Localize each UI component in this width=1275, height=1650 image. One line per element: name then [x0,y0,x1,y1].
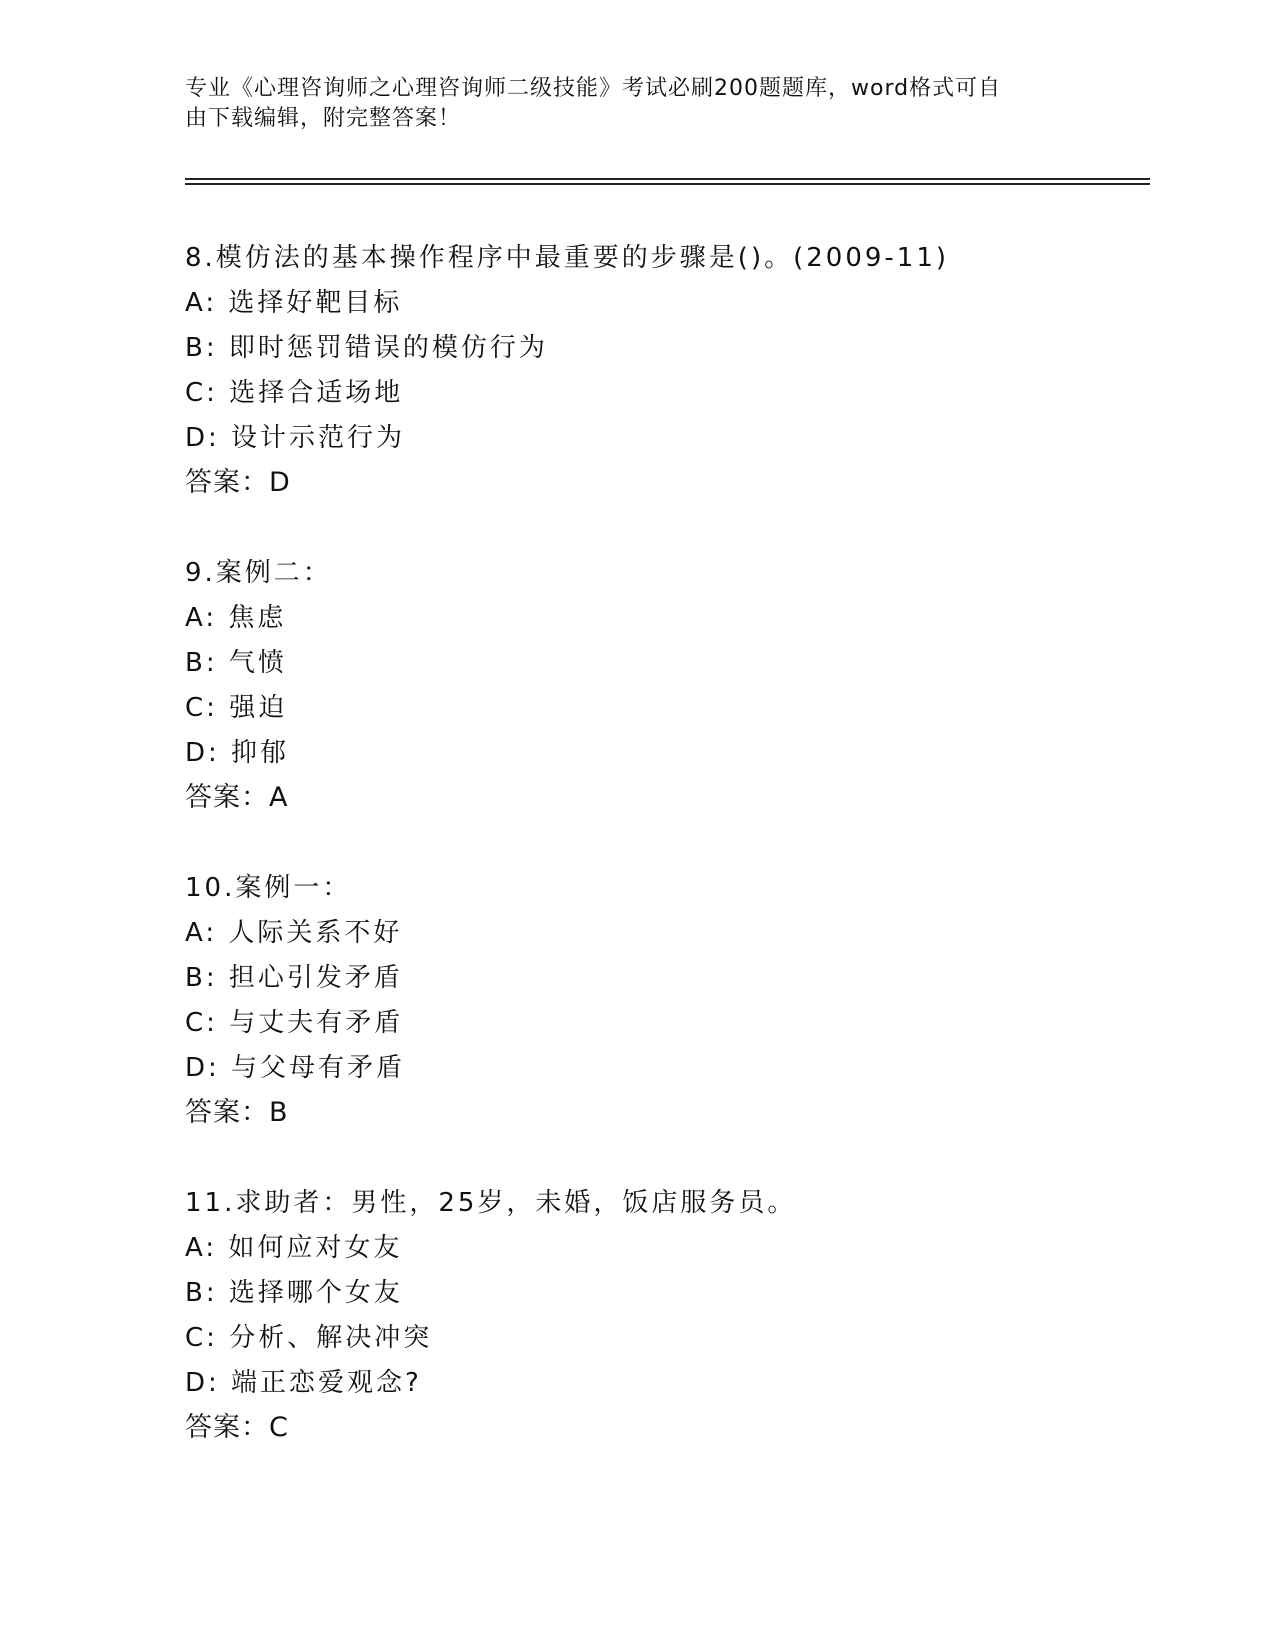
option-text: 选择合适场地 [229,378,404,408]
answer-line: 答案：C [185,1412,289,1443]
option-text: 分析、解决冲突 [229,1323,433,1353]
question-item [185,551,1145,820]
option-label: D: [185,423,220,453]
answer-line: 答案：D [185,467,291,498]
option-label: A: [185,1233,218,1263]
option-text: 气愤 [228,648,287,678]
option-label: A: [185,288,218,318]
option-c [185,1001,1145,1046]
option-label: C: [185,693,218,723]
option-a [185,911,1145,956]
option-text: 即时惩罚错误的模仿行为 [228,333,548,363]
option-text: 如何应对女友 [228,1233,403,1263]
header-divider-bottom [185,183,1150,185]
answer-line: 答案：A [185,782,289,813]
option-b [185,326,1145,371]
option-label: B: [185,1278,218,1308]
option-text: 焦虑 [228,603,287,633]
option-text: 设计示范行为 [231,423,406,453]
question-item [185,236,1145,505]
option-c [185,686,1145,731]
question-stem: 10.案例一： [185,873,352,903]
option-label: B: [185,963,218,993]
question-stem: 11.求助者：男性，25岁，未婚，饭店服务员。 [185,1188,797,1218]
option-label: D: [185,1368,220,1398]
option-d [185,731,1145,776]
header-line-1: 专业《心理咨询师之心理咨询师二级技能》考试必刷200题题库，word格式可自 [185,76,1002,101]
option-text: 强迫 [229,693,288,723]
option-label: C: [185,1323,218,1353]
option-label: C: [185,378,218,408]
option-text: 端正恋爱观念? [231,1368,422,1398]
option-a [185,281,1145,326]
question-list [185,236,1145,1496]
option-label: B: [185,333,218,363]
option-b [185,1271,1145,1316]
header-divider-top [185,178,1150,180]
header-line-2: 由下载编辑，附完整答案！ [185,106,462,131]
option-d [185,1046,1145,1091]
option-d [185,416,1145,461]
answer-line: 答案：B [185,1097,289,1128]
option-a [185,596,1145,641]
option-c [185,371,1145,416]
option-label: C: [185,1008,218,1038]
option-b [185,956,1145,1001]
document-header [185,74,1085,134]
option-b [185,641,1145,686]
option-d [185,1361,1145,1406]
option-label: D: [185,738,220,768]
option-text: 选择好靶目标 [228,288,403,318]
option-label: D: [185,1053,220,1083]
question-item [185,1181,1145,1450]
question-stem: 8.模仿法的基本操作程序中最重要的步骤是()。(2009-11) [185,243,950,273]
option-text: 担心引发矛盾 [228,963,403,993]
option-label: A: [185,918,218,948]
option-text: 与丈夫有矛盾 [229,1008,404,1038]
question-item [185,866,1145,1135]
question-stem: 9.案例二： [185,558,332,588]
option-label: B: [185,648,218,678]
option-a [185,1226,1145,1271]
option-c [185,1316,1145,1361]
option-text: 选择哪个女友 [228,1278,403,1308]
option-text: 人际关系不好 [228,918,403,948]
option-text: 抑郁 [231,738,290,768]
option-label: A: [185,603,218,633]
option-text: 与父母有矛盾 [231,1053,406,1083]
